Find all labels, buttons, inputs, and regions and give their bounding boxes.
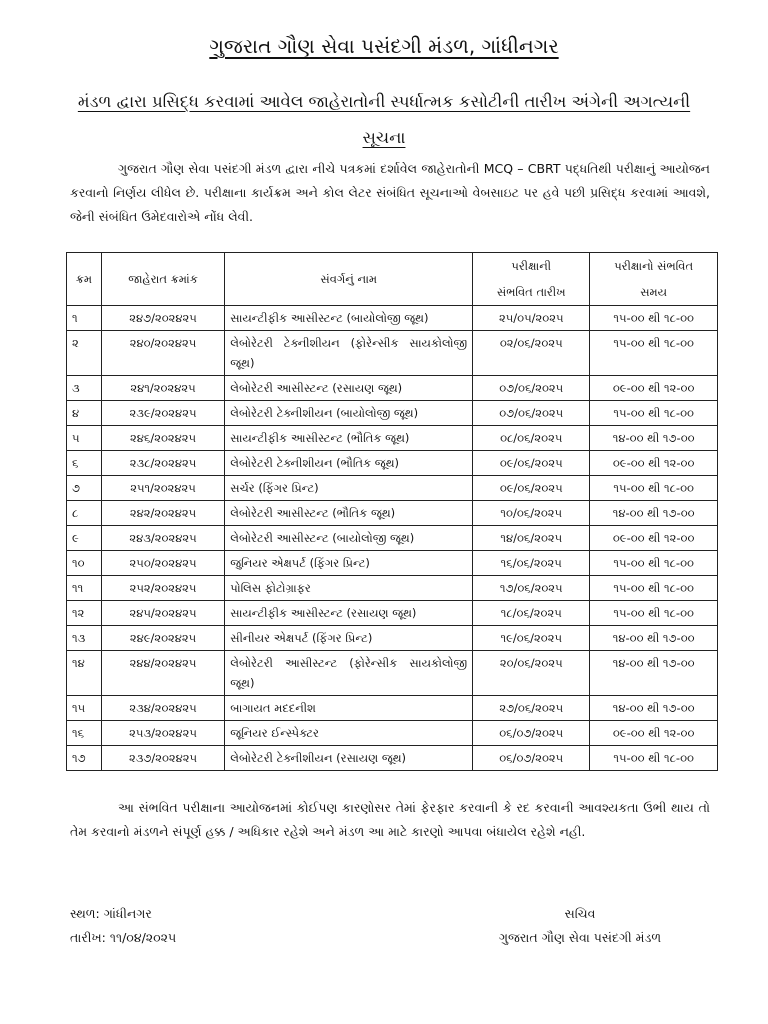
cell-exam-time: ૧૪-૦૦ થી ૧૭-૦૦ bbox=[590, 501, 718, 526]
exam-schedule-table bbox=[66, 252, 718, 771]
cell-post-name: સીનીયર એક્ષપર્ટ (ફિંગર પ્રિન્ટ) bbox=[225, 626, 473, 651]
cell-post-name: લેબોરેટરી ટેક્નીશીયન (બાયોલોજી જૂથ) bbox=[225, 401, 473, 426]
cell-post-name: લેબોરેટરી આસીસ્ટન્ટ (રસાયણ જૂથ) bbox=[225, 376, 473, 401]
cell-sr: ૧૧ bbox=[67, 576, 102, 601]
table-row bbox=[67, 626, 718, 651]
cell-sr: ૯ bbox=[67, 526, 102, 551]
cell-sr: ૨ bbox=[67, 331, 102, 376]
cell-exam-time: ૧૪-૦૦ થી ૧૭-૦૦ bbox=[590, 696, 718, 721]
header-exam-time bbox=[590, 253, 718, 306]
cell-exam-time: ૧૫-૦૦ થી ૧૮-૦૦ bbox=[590, 576, 718, 601]
cell-exam-time: ૧૫-૦૦ થી ૧૮-૦૦ bbox=[590, 331, 718, 376]
cell-adv-no: ૨૪૯/૨૦૨૪૨૫ bbox=[101, 626, 224, 651]
cell-adv-no: ૨૪૦/૨૦૨૪૨૫ bbox=[101, 331, 224, 376]
table-row bbox=[67, 526, 718, 551]
table-row bbox=[67, 451, 718, 476]
table-row bbox=[67, 426, 718, 451]
cell-exam-date: ૨૭/૦૬/૨૦૨૫ bbox=[473, 696, 590, 721]
cell-post-name: લેબોરેટરી ટેક્નીશીયન (રસાયણ જૂથ) bbox=[225, 746, 473, 771]
cell-adv-no: ૨૩૪/૨૦૨૪૨૫ bbox=[101, 696, 224, 721]
cell-sr: ૧૭ bbox=[67, 746, 102, 771]
table-row bbox=[67, 651, 718, 696]
cell-exam-time: ૦૯-૦૦ થી ૧૨-૦૦ bbox=[590, 526, 718, 551]
cell-adv-no: ૨૩૯/૨૦૨૪૨૫ bbox=[101, 401, 224, 426]
cell-post-name: સાયન્ટીફીક આસીસ્ટન્ટ (ભૌતિક જૂથ) bbox=[225, 426, 473, 451]
cell-exam-time: ૦૯-૦૦ થી ૧૨-૦૦ bbox=[590, 376, 718, 401]
footer-signatory bbox=[470, 902, 690, 950]
cell-adv-no: ૨૪૬/૨૦૨૪૨૫ bbox=[101, 426, 224, 451]
cell-adv-no: ૨૪૩/૨૦૨૪૨૫ bbox=[101, 526, 224, 551]
cell-post-name: લેબોરેટરી આસીસ્ટન્ટ (ભૌતિક જૂથ) bbox=[225, 501, 473, 526]
cell-sr: ૬ bbox=[67, 451, 102, 476]
table-header-row bbox=[67, 253, 718, 306]
cell-exam-date: ૧૭/૦૬/૨૦૨૫ bbox=[473, 576, 590, 601]
intro-paragraph: ગુજરાત ગૌણ સેવા પસંદગી મંડળ દ્વારા નીચે પત્રકમાં દર્શાવેલ જાહેરાતોની MCQ – CBRT પદ્ધતિથી પરીક્ષાનું આયોજન કરવાનો નિર્ણય લીધેલ છે. પરીક્ષાના કાર્યક્રમ અને કોલ લેટર સંબંધિત સૂચનાઓ વેબસાઇટ પર હવે પછી પ્રસિદ્ધ કરવામાં આવશે, જેની સંબંધિત ઉમેદવારોએ નોંધ લેવી. bbox=[70, 161, 710, 224]
cell-adv-no: ૨૪૫/૨૦૨૪૨૫ bbox=[101, 601, 224, 626]
header-sr: ક્રમ bbox=[67, 253, 102, 306]
header-post-name: સંવર્ગનું નામ bbox=[225, 253, 473, 306]
cell-exam-time: ૧૪-૦૦ થી ૧૭-૦૦ bbox=[590, 426, 718, 451]
cell-sr: ૮ bbox=[67, 501, 102, 526]
footer-place-date bbox=[70, 902, 176, 950]
footer-place: સ્થળ: ગાંધીનગર bbox=[70, 906, 152, 921]
cell-post-name: લેબોરેટરી ટેક્નીશીયન (ફોરેન્સીક સાયકોલોજી જૂથ) bbox=[225, 331, 473, 376]
cell-exam-date: ૧૦/૦૬/૨૦૨૫ bbox=[473, 501, 590, 526]
table-row bbox=[67, 401, 718, 426]
header-adv-no: જાહેરાત ક્રમાંક bbox=[101, 253, 224, 306]
cell-exam-date: ૦૮/૦૬/૨૦૨૫ bbox=[473, 426, 590, 451]
cell-exam-date: ૨૦/૦૬/૨૦૨૫ bbox=[473, 651, 590, 696]
cell-post-name: બાગાયત મદદનીશ bbox=[225, 696, 473, 721]
closing-paragraph: આ સંભવિત પરીક્ષાના આયોજનમાં કોઈપણ કારણોસર તેમાં ફેરફાર કરવાની કે રદ કરવાની આવશ્યકતા ઉભી થાય તો તેમ કરવાનો મંડળને સંપૂર્ણ હક્ક / અધિકાર રહેશે અને મંડળ આ માટે કારણો આપવા બંધાયેલ રહેશે નહી. bbox=[70, 800, 710, 839]
table-row bbox=[67, 576, 718, 601]
cell-exam-time: ૧૪-૦૦ થી ૧૭-૦૦ bbox=[590, 626, 718, 651]
table-row bbox=[67, 501, 718, 526]
cell-exam-time: ૧૫-૦૦ થી ૧૮-૦૦ bbox=[590, 746, 718, 771]
cell-exam-date: ૦૬/૦૭/૨૦૨૫ bbox=[473, 721, 590, 746]
cell-post-name: જૂનિયર ઈન્સ્પેક્ટર bbox=[225, 721, 473, 746]
cell-exam-date: ૧૯/૦૬/૨૦૨૫ bbox=[473, 626, 590, 651]
cell-adv-no: ૨૪૪/૨૦૨૪૨૫ bbox=[101, 651, 224, 696]
cell-post-name: લેબોરેટરી આસીસ્ટન્ટ (બાયોલોજી જૂથ) bbox=[225, 526, 473, 551]
cell-exam-date: ૦૭/૦૬/૨૦૨૫ bbox=[473, 376, 590, 401]
cell-exam-time: ૧૫-૦૦ થી ૧૮-૦૦ bbox=[590, 601, 718, 626]
cell-exam-date: ૦૬/૦૭/૨૦૨૫ bbox=[473, 746, 590, 771]
cell-exam-date: ૦૨/૦૬/૨૦૨૫ bbox=[473, 331, 590, 376]
page-title: ગુજરાત ગૌણ સેવા પસંદગી મંડળ, ગાંધીનગર bbox=[209, 34, 559, 58]
cell-exam-time: ૧૫-૦૦ થી ૧૮-૦૦ bbox=[590, 476, 718, 501]
header-exam-date-line2: સંભવિત તારીખ bbox=[496, 285, 566, 299]
cell-exam-time: ૧૫-૦૦ થી ૧૮-૦૦ bbox=[590, 401, 718, 426]
cell-adv-no: ૨૪૭/૨૦૨૪૨૫ bbox=[101, 306, 224, 331]
cell-exam-date: ૧૮/૦૬/૨૦૨૫ bbox=[473, 601, 590, 626]
cell-exam-time: ૦૯-૦૦ થી ૧૨-૦૦ bbox=[590, 451, 718, 476]
cell-sr: ૧૩ bbox=[67, 626, 102, 651]
cell-sr: ૧૬ bbox=[67, 721, 102, 746]
cell-exam-time: ૦૯-૦૦ થી ૧૨-૦૦ bbox=[590, 721, 718, 746]
cell-sr: ૩ bbox=[67, 376, 102, 401]
cell-exam-date: ૨૫/૦૫/૨૦૨૫ bbox=[473, 306, 590, 331]
cell-exam-time: ૧૪-૦૦ થી ૧૭-૦૦ bbox=[590, 651, 718, 696]
cell-post-name: જુનિયર એક્ષપર્ટ (ફિંગર પ્રિન્ટ) bbox=[225, 551, 473, 576]
page-subtitle: મંડળ દ્વારા પ્રસિદ્ધ કરવામાં આવેલ જાહેરાતોની સ્પર્ધાત્મક કસોટીની તારીખ અંગેની અગત્યની સૂચના bbox=[77, 92, 691, 147]
cell-sr: ૭ bbox=[67, 476, 102, 501]
header-exam-date bbox=[473, 253, 590, 306]
cell-adv-no: ૨૩૭/૨૦૨૪૨૫ bbox=[101, 746, 224, 771]
table-row bbox=[67, 331, 718, 376]
footer-date: તારીખ: ૧૧/૦૪/૨૦૨૫ bbox=[70, 930, 177, 945]
table-row bbox=[67, 601, 718, 626]
header-exam-date-line1: પરીક્ષાની bbox=[511, 259, 552, 273]
header-exam-time-line1: પરીક્ષાનો સંભવિત bbox=[614, 259, 694, 273]
cell-exam-date: ૧૬/૦૬/૨૦૨૫ bbox=[473, 551, 590, 576]
cell-post-name: લેબોરેટરી આસીસ્ટન્ટ (ફોરેન્સીક સાયકોલોજી જૂથ) bbox=[225, 651, 473, 696]
cell-exam-time: ૧૫-૦૦ થી ૧૮-૦૦ bbox=[590, 306, 718, 331]
table-row bbox=[67, 746, 718, 771]
table-body bbox=[67, 306, 718, 771]
cell-post-name: સાયન્ટીફીક આસીસ્ટન્ટ (બાયોલોજી જૂથ) bbox=[225, 306, 473, 331]
footer-org: ગુજરાત ગૌણ સેવા પસંદગી મંડળ bbox=[498, 930, 662, 945]
cell-sr: ૧૪ bbox=[67, 651, 102, 696]
cell-post-name: લેબોરેટરી ટેક્નીશીયન (ભૌતિક જૂથ) bbox=[225, 451, 473, 476]
cell-exam-date: ૦૯/૦૬/૨૦૨૫ bbox=[473, 476, 590, 501]
cell-sr: ૫ bbox=[67, 426, 102, 451]
table-row bbox=[67, 476, 718, 501]
footer-designation: સચિવ bbox=[564, 906, 596, 921]
cell-exam-date: ૧૪/૦૬/૨૦૨૫ bbox=[473, 526, 590, 551]
cell-adv-no: ૨૪૧/૨૦૨૪૨૫ bbox=[101, 376, 224, 401]
cell-post-name: સર્ચર (ફિંગર પ્રિન્ટ) bbox=[225, 476, 473, 501]
cell-exam-date: ૦૯/૦૬/૨૦૨૫ bbox=[473, 451, 590, 476]
cell-sr: ૧૫ bbox=[67, 696, 102, 721]
table-row bbox=[67, 721, 718, 746]
table-row bbox=[67, 376, 718, 401]
cell-exam-time: ૧૫-૦૦ થી ૧૮-૦૦ bbox=[590, 551, 718, 576]
cell-adv-no: ૨૫૦/૨૦૨૪૨૫ bbox=[101, 551, 224, 576]
cell-exam-date: ૦૭/૦૬/૨૦૨૫ bbox=[473, 401, 590, 426]
table-row bbox=[67, 696, 718, 721]
cell-sr: ૧૨ bbox=[67, 601, 102, 626]
cell-sr: ૧૦ bbox=[67, 551, 102, 576]
cell-adv-no: ૨૩૮/૨૦૨૪૨૫ bbox=[101, 451, 224, 476]
cell-adv-no: ૨૫૧/૨૦૨૪૨૫ bbox=[101, 476, 224, 501]
table-row bbox=[67, 306, 718, 331]
cell-sr: ૪ bbox=[67, 401, 102, 426]
cell-post-name: પોલિસ ફોટોગ્રાફર bbox=[225, 576, 473, 601]
cell-adv-no: ૨૫૩/૨૦૨૪૨૫ bbox=[101, 721, 224, 746]
cell-adv-no: ૨૪૨/૨૦૨૪૨૫ bbox=[101, 501, 224, 526]
cell-sr: ૧ bbox=[67, 306, 102, 331]
table-row bbox=[67, 551, 718, 576]
header-exam-time-line2: સમય bbox=[640, 285, 668, 299]
cell-adv-no: ૨૫૨/૨૦૨૪૨૫ bbox=[101, 576, 224, 601]
cell-post-name: સાયન્ટીફીક આસીસ્ટન્ટ (રસાયણ જૂથ) bbox=[225, 601, 473, 626]
